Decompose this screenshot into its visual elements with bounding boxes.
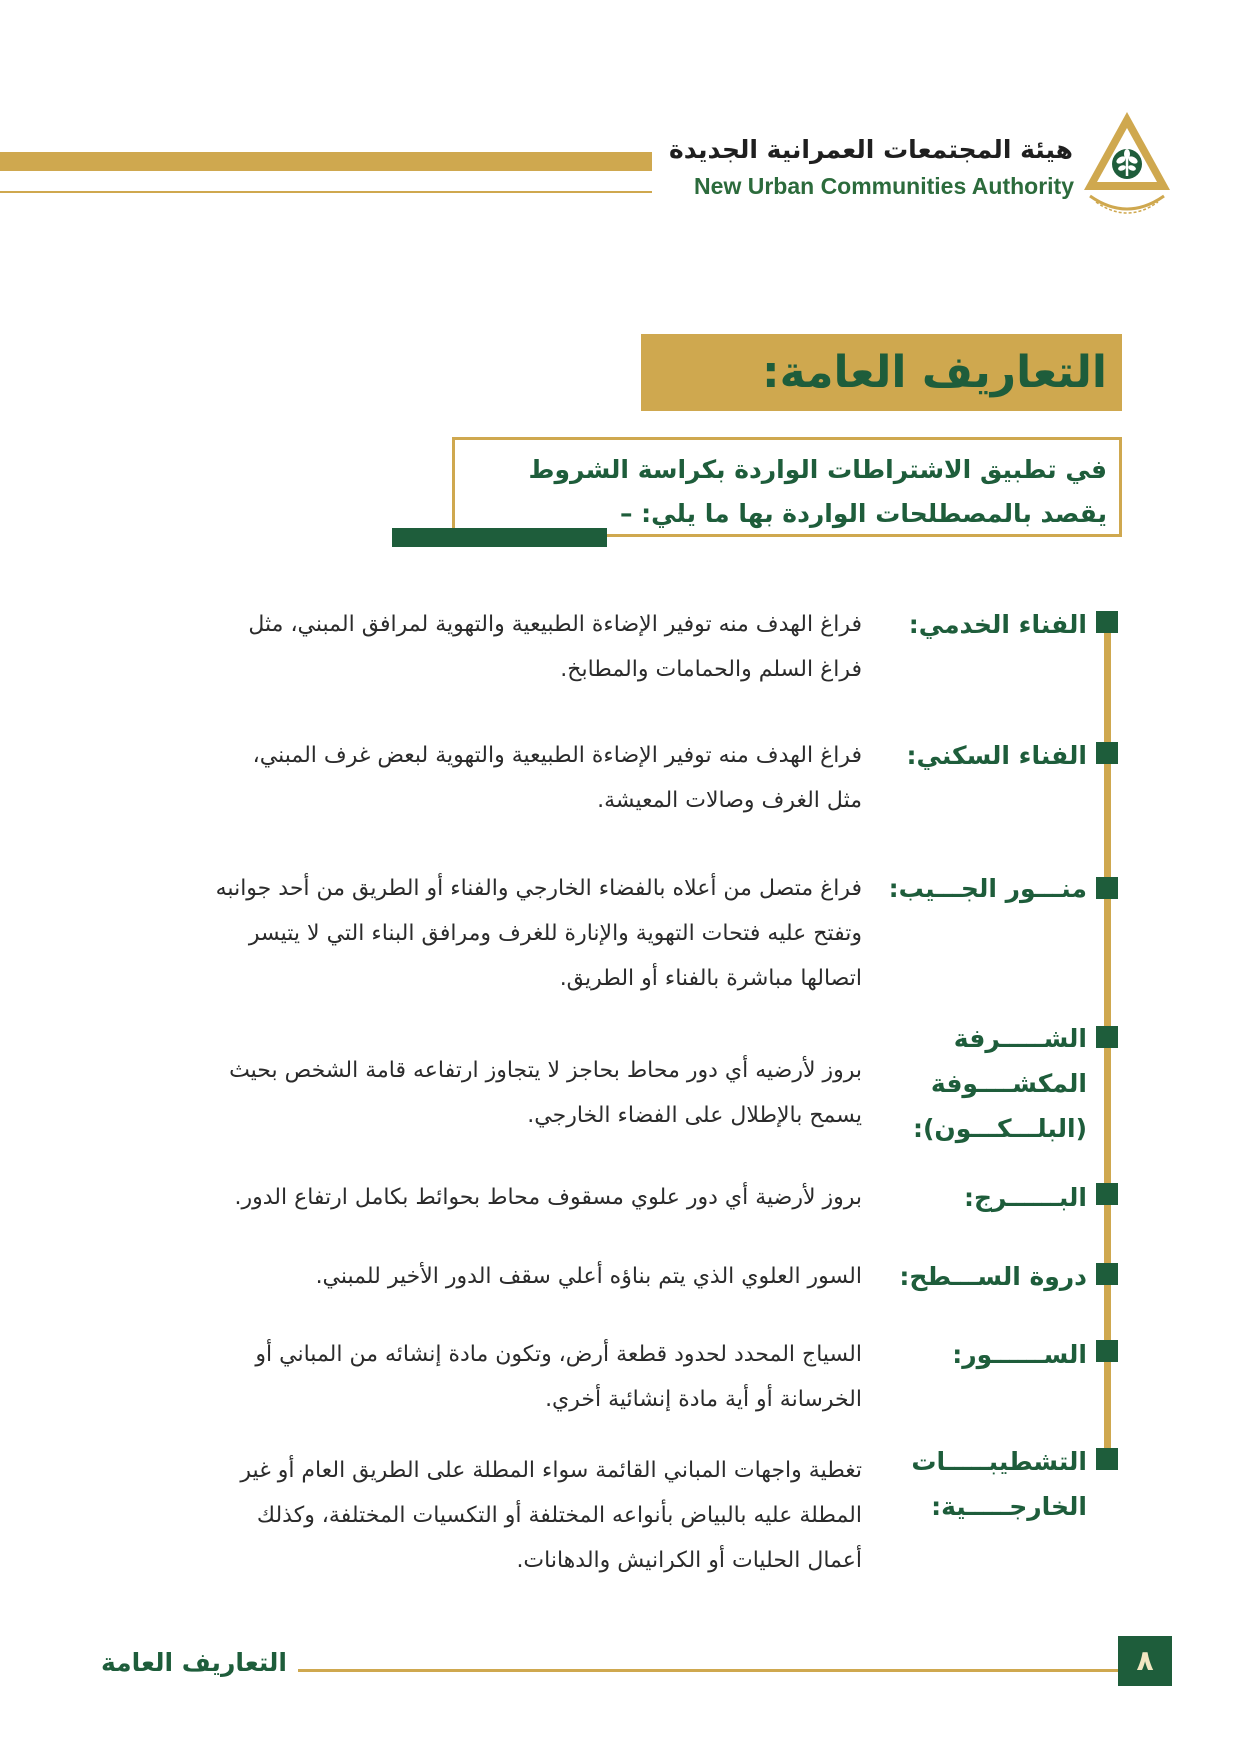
term-marker bbox=[1096, 1263, 1118, 1285]
definition-line: المطلة عليه بالبياض بأنواعه المختلفة أو التكسيات المختلفة، وكذلك bbox=[256, 1503, 862, 1528]
term-marker bbox=[1096, 742, 1118, 764]
term-marker bbox=[1096, 877, 1118, 899]
term-label bbox=[899, 1254, 1087, 1299]
definition-line: أعمال الحليات أو الكرانيش والدهانات. bbox=[516, 1548, 862, 1573]
section-title: التعاريف العامة: bbox=[762, 347, 1107, 398]
term-definition bbox=[112, 1254, 862, 1299]
term-definition bbox=[112, 1332, 862, 1422]
definition-line: السياج المحدد لحدود قطعة أرض، وتكون مادة إنشائه من المباني أو bbox=[255, 1342, 862, 1367]
term-label-line: الفناء الخدمي: bbox=[908, 610, 1087, 639]
definition-line: فراغ الهدف منه توفير الإضاءة الطبيعية والتهوية لمرافق المبني، مثل bbox=[248, 612, 862, 637]
term-label bbox=[952, 1332, 1087, 1377]
definition-line: السور العلوي الذي يتم بناؤه أعلي سقف الدور الأخير للمبني. bbox=[315, 1264, 862, 1289]
term-definition bbox=[112, 1048, 862, 1138]
section-title-box bbox=[641, 334, 1122, 411]
term-marker bbox=[1096, 1026, 1118, 1048]
definition-line: فراغ متصل من أعلاه بالفضاء الخارجي والفناء أو الطريق من أحد جوانبه bbox=[215, 876, 862, 901]
term-label bbox=[907, 733, 1087, 778]
term-label bbox=[913, 1016, 1087, 1151]
term-definition bbox=[112, 1448, 862, 1583]
intro-line: يقصد بالمصطلحات الواردة بها ما يلي: – bbox=[619, 499, 1107, 528]
term-label bbox=[964, 1175, 1087, 1220]
term-label-line: الفناء السكني: bbox=[906, 741, 1087, 770]
intro-box bbox=[452, 437, 1122, 537]
org-name-arabic: هيئة المجتمعات العمرانية الجديدة bbox=[668, 135, 1073, 164]
term-label bbox=[911, 1439, 1087, 1529]
definition-line: الخرسانة أو أية مادة إنشائية أخري. bbox=[545, 1387, 862, 1412]
definition-line: فراغ السلم والحمامات والمطابخ. bbox=[560, 657, 862, 682]
definition-line: وتفتح عليه فتحات التهوية والإنارة للغرف ومرافق البناء التي لا يتيسر bbox=[248, 921, 862, 946]
term-definition bbox=[112, 602, 862, 692]
term-label-line: المكشــــوفة bbox=[930, 1069, 1087, 1098]
header-gold-line bbox=[0, 191, 652, 193]
term-label-line: (البلـــكـــون): bbox=[912, 1114, 1087, 1143]
term-label-line: الســــــور: bbox=[952, 1340, 1087, 1369]
term-marker bbox=[1096, 1183, 1118, 1205]
term-marker bbox=[1096, 611, 1118, 633]
term-label-line: البــــــرج: bbox=[964, 1183, 1087, 1212]
org-name-english: New Urban Communities Authority bbox=[694, 173, 1074, 199]
term-label-line: الخارجـــــية: bbox=[931, 1492, 1087, 1521]
intro-green-bar bbox=[392, 528, 607, 547]
definition-line: فراغ الهدف منه توفير الإضاءة الطبيعية والتهوية لبعض غرف المبني، bbox=[252, 743, 862, 768]
definition-line: بروز لأرضية أي دور علوي مسقوف محاط بحوائط بكامل ارتفاع الدور. bbox=[234, 1185, 862, 1210]
definition-line: يسمح بالإطلال على الفضاء الخارجي. bbox=[527, 1103, 862, 1128]
term-marker bbox=[1096, 1448, 1118, 1470]
footer-title: التعاريف العامة bbox=[100, 1648, 287, 1677]
term-label bbox=[889, 866, 1087, 911]
definition-line: اتصالها مباشرة بالفناء أو الطريق. bbox=[559, 966, 862, 991]
nuca-logo-icon bbox=[1082, 110, 1172, 222]
term-definition bbox=[112, 866, 862, 1001]
term-label bbox=[909, 602, 1087, 647]
term-marker bbox=[1096, 1340, 1118, 1362]
definition-line: مثل الغرف وصالات المعيشة. bbox=[597, 788, 862, 813]
term-label-line: التشطيبـــــات bbox=[911, 1447, 1087, 1476]
definition-line: بروز لأرضيه أي دور محاط بحاجز لا يتجاوز ارتفاعه قامة الشخص بحيث bbox=[229, 1058, 862, 1083]
term-label-line: منـــور الجـــيب: bbox=[888, 874, 1087, 903]
definition-line: تغطية واجهات المباني القائمة سواء المطلة على الطريق العام أو غير bbox=[240, 1458, 862, 1483]
page-number: ٨ bbox=[1118, 1636, 1172, 1686]
term-label-line: دروة الســـطح: bbox=[899, 1262, 1087, 1291]
term-label-line: الشـــــرفة bbox=[953, 1024, 1087, 1053]
footer-gold-line bbox=[298, 1669, 1118, 1672]
intro-line: في تطبيق الاشتراطات الواردة بكراسة الشروط bbox=[528, 455, 1107, 484]
term-definition bbox=[112, 733, 862, 823]
term-definition bbox=[112, 1175, 862, 1220]
header-gold-bar bbox=[0, 152, 652, 171]
